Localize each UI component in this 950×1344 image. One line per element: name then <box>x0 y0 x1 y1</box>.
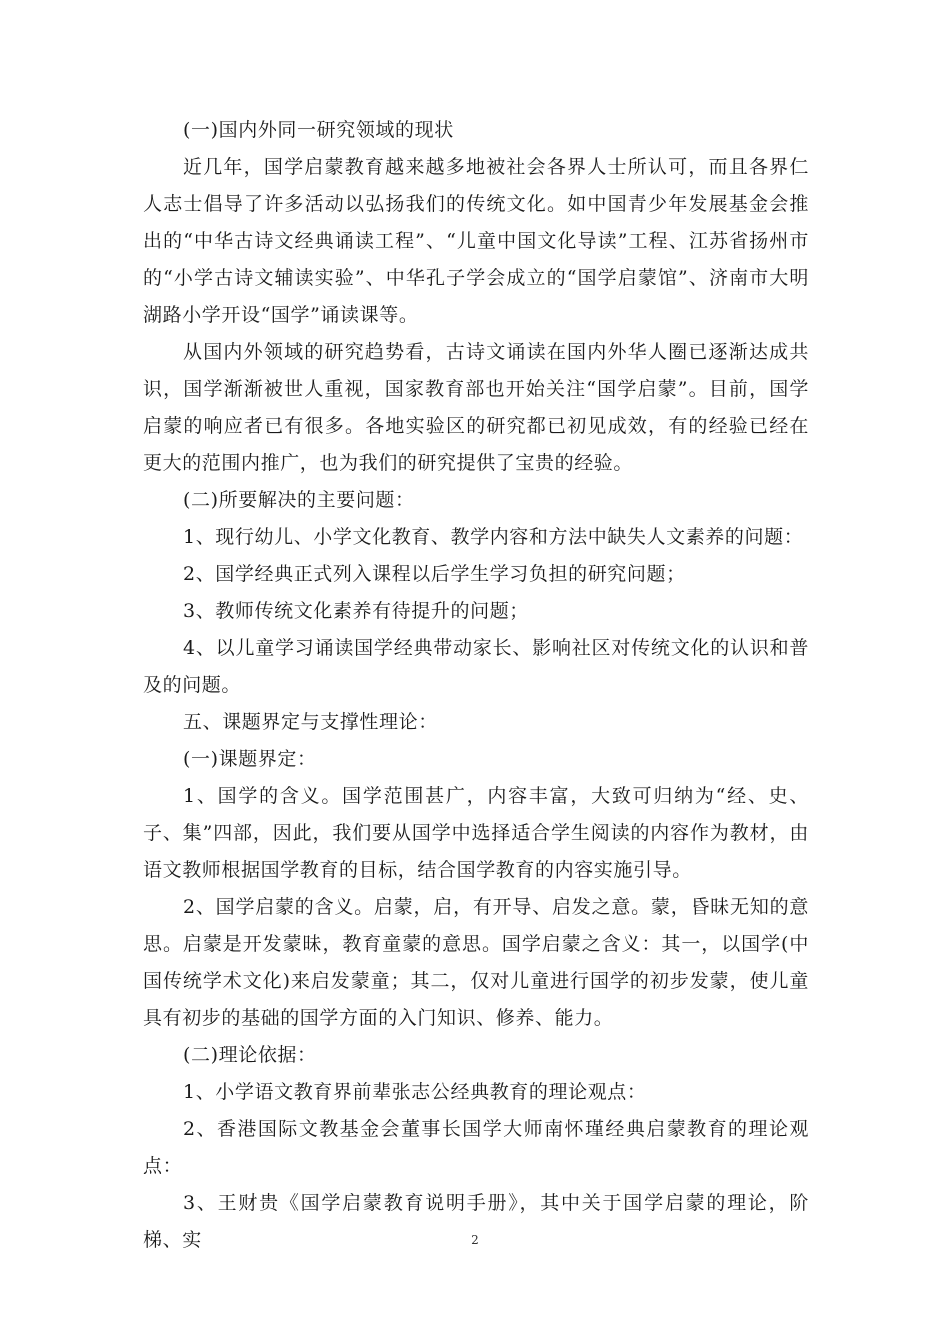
theory-item-2: 2、香港国际文教基金会董事长国学大师南怀瑾经典启蒙教育的理论观点： <box>143 1118 809 1177</box>
paragraph-recent-years: 近几年，国学启蒙教育越来越多地被社会各界人士所认可，而且各界仁人志士倡导了许多活动以弘扬我们的传统文化。如中国青少年发展基金会推出的“中华古诗文经典诵读工程”、“儿童中国文化导读”工程、江苏省扬州市的“小学古诗文辅读实验”、中华孔子学会成立的“国学启蒙馆”、济南市大明湖路小学开设“国学”诵读课等。 <box>143 156 809 326</box>
page-number: 2 <box>471 1233 479 1247</box>
theory-item-1: 1、小学语文教育界前辈张志公经典教育的理论观点： <box>183 1081 647 1103</box>
subsection-heading-theory-basis: (二)理论依据： <box>183 1044 317 1066</box>
paragraph-research-trend: 从国内外领域的研究趋势看，古诗文诵读在国内外华人圈已逐渐达成共识，国学渐渐被世人重视，国家教育部也开始关注“国学启蒙”。目前，国学启蒙的响应者已有很多。各地实验区的研究都已初见成效，有的经验已经在更大的范围内推广，也为我们的研究提供了宝贵的经验。 <box>143 341 809 474</box>
problem-item-3: 3、教师传统文化素养有待提升的问题； <box>183 600 529 622</box>
problem-item-1: 1、现行幼儿、小学文化教育、教学内容和方法中缺失人文素养的问题： <box>183 526 804 548</box>
section-heading-topic-definition-theory: 五、课题界定与支撑性理论： <box>183 711 438 733</box>
subsection-heading-topic-definition: (一)课题界定： <box>183 748 317 770</box>
definition-item-1: 1、国学的含义。国学范围甚广，内容丰富，大致可归纳为“经、史、子、集”四部，因此，我们要从国学中选择适合学生阅读的内容作为教材，由语文教师根据国学教育的目标，结合国学教育的内容实施引导。 <box>143 785 809 881</box>
problem-item-2: 2、国学经典正式列入课程以后学生学习负担的研究问题； <box>183 563 686 585</box>
section-heading-domestic-status: (一)国内外同一研究领域的现状 <box>183 119 454 141</box>
section-heading-main-problems: (二)所要解决的主要问题： <box>183 489 415 511</box>
definition-item-2: 2、国学启蒙的含义。启蒙，启，有开导、启发之意。蒙，昏昧无知的意思。启蒙是开发蒙昧，教育童蒙的意思。国学启蒙之含义：其一，以国学(中国传统学术文化)来启发蒙童；其二，仅对儿童进行国学的初步发蒙，使儿童具有初步的基础的国学方面的入门知识、修养、能力。 <box>143 896 809 1029</box>
problem-item-4: 4、以儿童学习诵读国学经典带动家长、影响社区对传统文化的认识和普及的问题。 <box>143 637 809 696</box>
theory-item-3: 3、王财贵《国学启蒙教育说明手册》，其中关于国学启蒙的理论，阶梯、实 <box>143 1192 809 1251</box>
document-body <box>143 112 809 1259</box>
